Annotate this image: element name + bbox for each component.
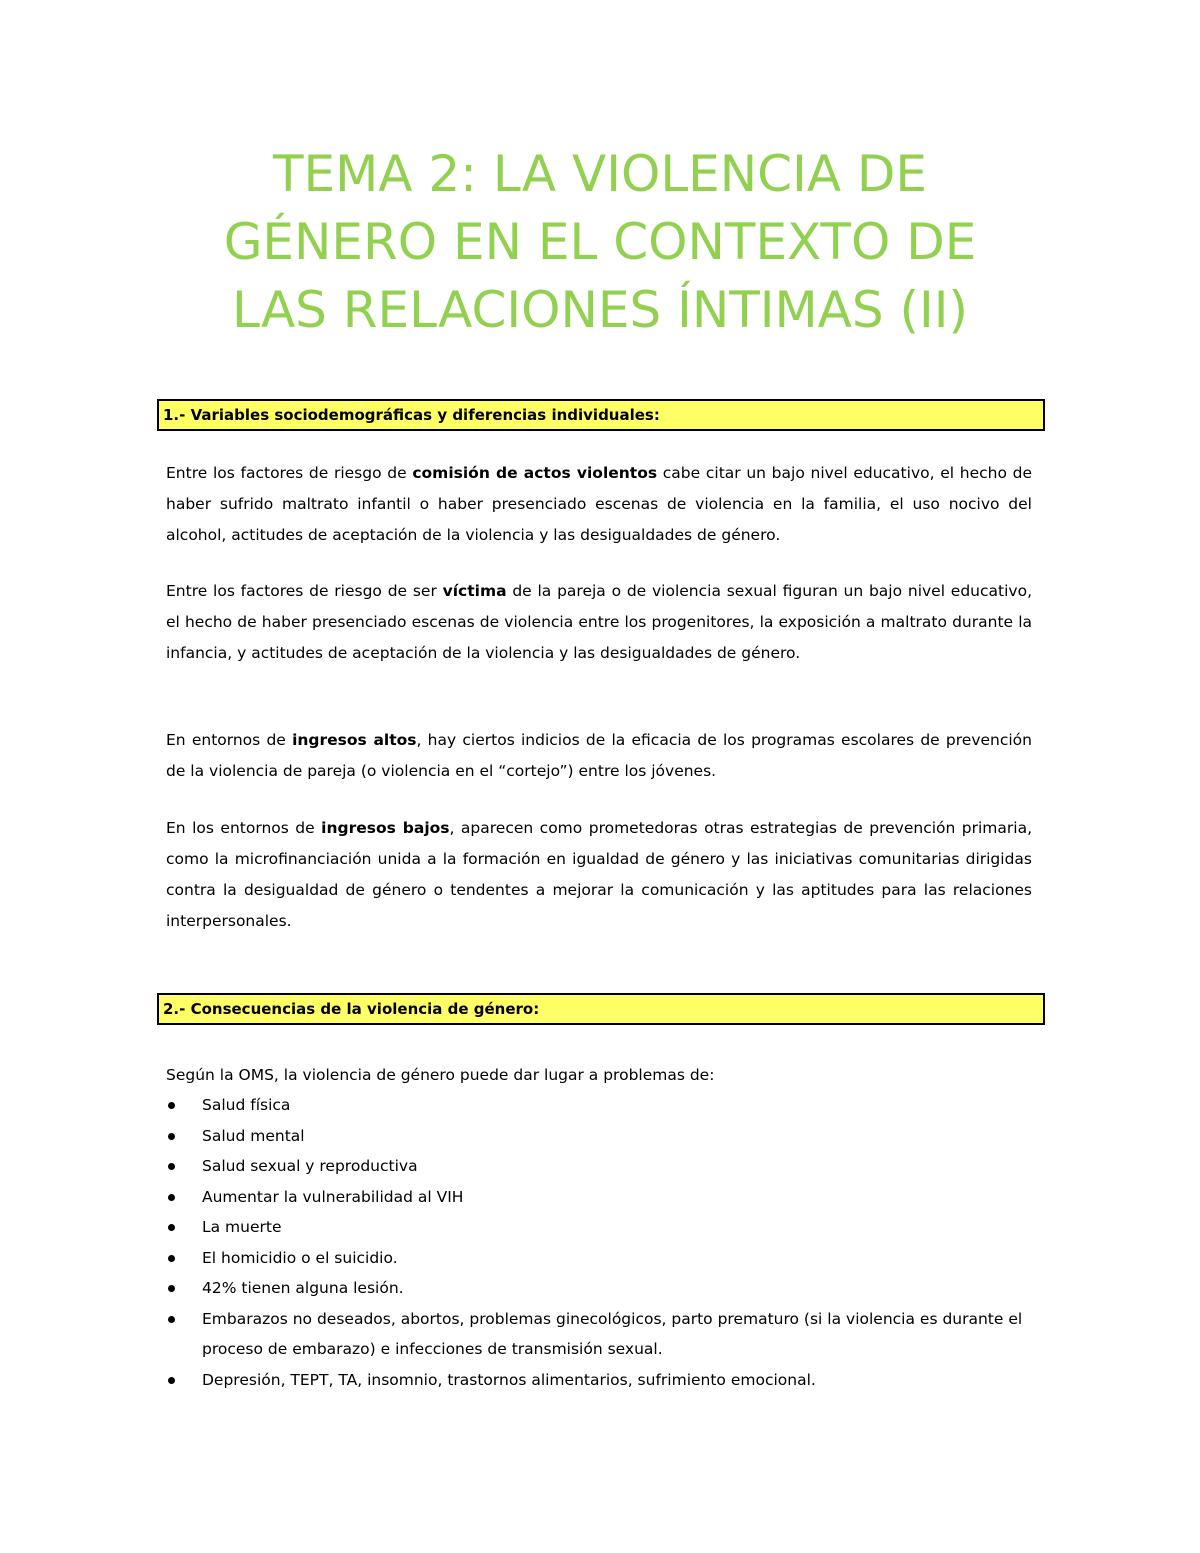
consequences-intro: Según la OMS, la violencia de género puede dar lugar a problemas de:: [166, 1066, 715, 1084]
paragraph-text: , hay ciertos indicios de la eficacia de los programas escolares de prevención de la violencia de pareja (o violencia en el “cortejo”) entre los jóvenes.: [166, 731, 1032, 780]
list-item-text: Aumentar la vulnerabilidad al VIH: [202, 1187, 464, 1206]
title-line-3: LAS RELACIONES ÍNTIMAS (II): [231, 281, 969, 339]
paragraph-bold-text: ingresos altos: [292, 731, 417, 749]
section-2-heading: 2.- Consecuencias de la violencia de género:: [157, 993, 1045, 1025]
paragraph-high-income: [166, 725, 1032, 787]
list-item-text: Embarazos no deseados, abortos, problemas ginecológicos, parto prematuro (si la violencia es durante el proceso de embarazo) e infecciones de transmisión sexual.: [202, 1309, 1023, 1358]
list-item: [166, 1273, 1036, 1304]
paragraph-text: En entornos de: [166, 731, 293, 749]
title-line-2: GÉNERO EN EL CONTEXTO DE: [223, 213, 977, 271]
list-item: [166, 1304, 1036, 1365]
list-item-text: La muerte: [202, 1218, 282, 1236]
consequences-list: [166, 1090, 1036, 1395]
section-1-heading: 1.- Variables sociodemográficas y diferencias individuales:: [157, 399, 1045, 431]
paragraph-text: de la pareja o de violencia sexual figuran un bajo nivel educativo, el hecho de haber presenciado escenas de violencia entre los progenitores, la exposición a maltrato durante la infancia, y actitudes de aceptación de la violencia y las desigualdades de género.: [166, 582, 1032, 662]
list-item: [166, 1243, 1036, 1274]
paragraph-bold-text: comisión de actos violentos: [412, 464, 658, 482]
list-item-text: Salud física: [202, 1096, 291, 1114]
bullet-icon: [168, 1316, 175, 1323]
paragraph-text: En los entornos de: [166, 819, 322, 837]
paragraph-text: Entre los factores de riesgo de ser: [166, 582, 443, 600]
title-line-1: TEMA 2: LA VIOLENCIA DE: [272, 145, 928, 203]
paragraph-risk-perpetrator: [166, 458, 1032, 551]
list-item: [166, 1121, 1036, 1152]
list-item: [166, 1151, 1036, 1182]
paragraph-bold-text: víctima: [442, 582, 507, 600]
list-item-text: El homicidio o el suicidio.: [202, 1248, 398, 1267]
document-title: [150, 140, 1050, 344]
list-item-text: Salud mental: [202, 1126, 305, 1145]
list-item: [166, 1365, 1036, 1396]
paragraph-text: , aparecen como prometedoras otras estrategias de prevención primaria, como la microfinanciación unida a la formación en igualdad de género y las iniciativas comunitarias dirigidas contra la desigualdad de género o tendentes a mejorar la comunicación y las aptitudes para las relaciones interpersonales.: [166, 819, 1033, 930]
bullet-icon: [168, 1194, 175, 1201]
paragraph-low-income: [166, 813, 1032, 937]
list-item-text: Depresión, TEPT, TA, insomnio, trastornos alimentarios, sufrimiento emocional.: [202, 1370, 816, 1389]
list-item-text: 42% tienen alguna lesión.: [202, 1279, 404, 1297]
paragraph-text: cabe citar un bajo nivel educativo, el hecho de haber sufrido maltrato infantil o haber presenciado escenas de violencia en la familia, el uso nocivo del alcohol, actitudes de aceptación de la violencia y las desigualdades de género.: [166, 464, 1033, 544]
bullet-icon: [168, 1163, 175, 1170]
paragraph-text: Entre los factores de riesgo de: [166, 464, 413, 482]
paragraph-risk-victim: [166, 576, 1032, 669]
bullet-icon: [168, 1285, 175, 1292]
bullet-icon: [168, 1102, 175, 1109]
list-item-text: Salud sexual y reproductiva: [202, 1157, 418, 1175]
list-item: [166, 1090, 1036, 1121]
list-item: [166, 1182, 1036, 1213]
bullet-icon: [168, 1133, 175, 1140]
bullet-icon: [168, 1377, 175, 1384]
list-item: [166, 1212, 1036, 1243]
bullet-icon: [168, 1255, 175, 1262]
paragraph-bold-text: ingresos bajos: [321, 819, 450, 837]
bullet-icon: [168, 1224, 175, 1231]
